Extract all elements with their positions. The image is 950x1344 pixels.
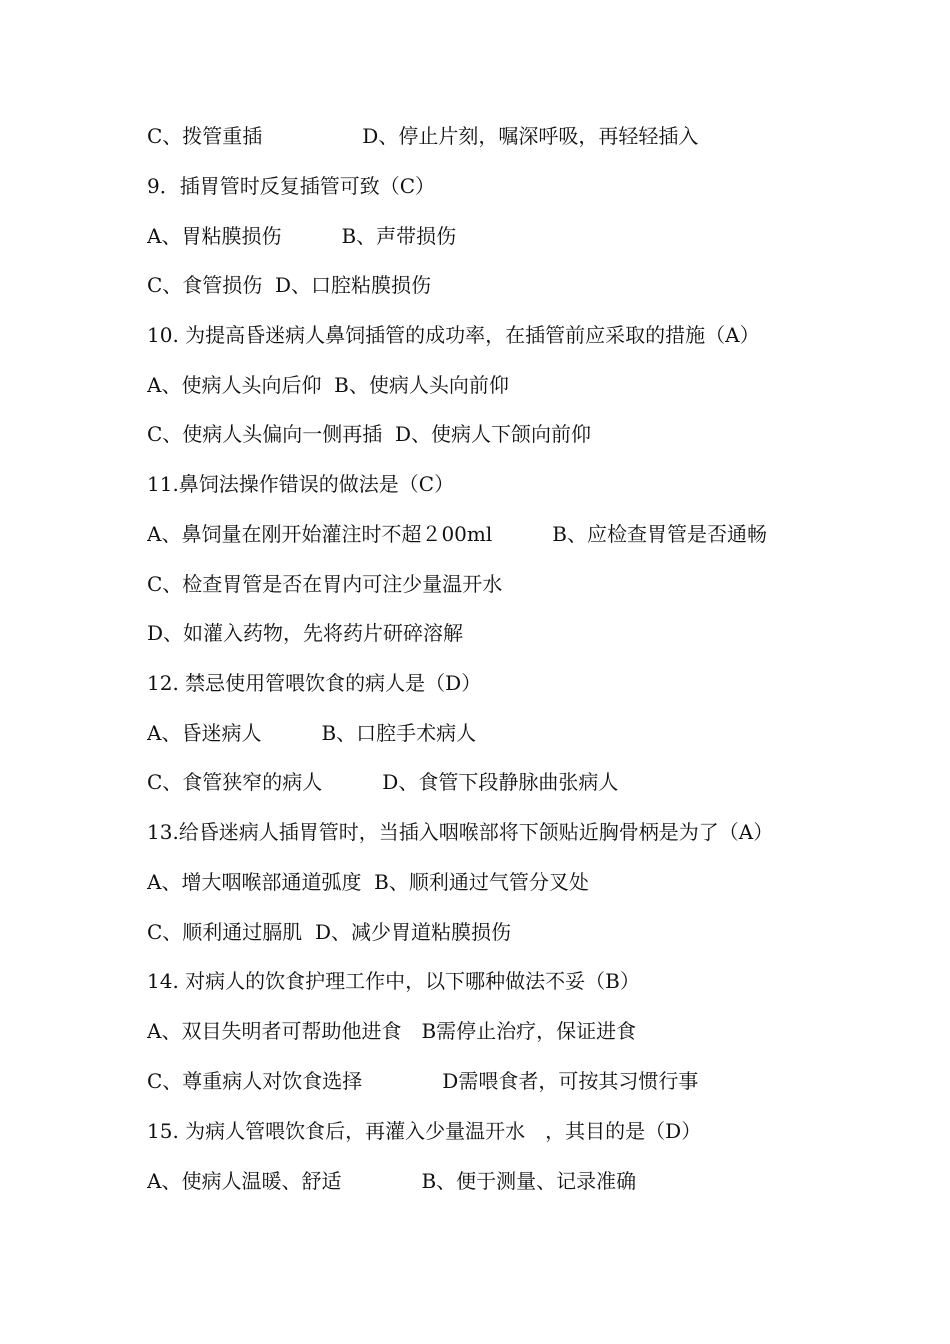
text-line: C、食管狭窄的病人 D、食管下段静脉曲张病人 (147, 770, 619, 794)
text-line: A、胃粘膜损伤 B、声带损伤 (147, 224, 457, 248)
question-11: 11.鼻饲法操作错误的做法是（C） (147, 472, 455, 496)
text-line: D、如灌入药物，先将药片研碎溶解 (147, 621, 464, 645)
text-line: C、检查胃管是否在胃内可注少量温开水 (147, 572, 503, 596)
text-line: C、尊重病人对饮食选择 D需喂食者，可按其习惯行事 (147, 1069, 699, 1093)
question-15: 15. 为病人管喂饮食后，再灌入少量温开水 ，其目的是（D） (147, 1119, 702, 1143)
question-14: 14. 对病人的饮食护理工作中，以下哪种做法不妥（B） (147, 969, 640, 993)
text-line: A、双目失明者可帮助他进食 B需停止治疗，保证进食 (147, 1019, 637, 1043)
question-13: 13.给昏迷病人插胃管时，当插入咽喉部将下颌贴近胸骨柄是为了（A） (147, 820, 774, 844)
text-line: A、增大咽喉部通道弧度 B、顺利通过气管分叉处 (147, 870, 589, 894)
question-12: 12. 禁忌使用管喂饮食的病人是（D） (147, 671, 482, 695)
text-line: A、鼻饲量在刚开始灌注时不超２00ml B、应检查胃管是否通畅 (147, 522, 767, 546)
text-line: A、使病人温暖、舒适 B、便于测量、记录准确 (147, 1169, 637, 1193)
text-line: A、使病人头向后仰 B、使病人头向前仰 (147, 373, 509, 397)
text-line: C、拨管重插 D、停止片刻，嘱深呼吸，再轻轻插入 (147, 124, 699, 148)
text-line: C、食管损伤 D、口腔粘膜损伤 (147, 273, 432, 297)
question-10: 10. 为提高昏迷病人鼻饲插管的成功率，在插管前应采取的措施（A） (147, 323, 760, 347)
text-line: C、顺利通过膈肌 D、减少胃道粘膜损伤 (147, 920, 512, 944)
text-line: C、使病人头偏向一侧再插 D、使病人下颌向前仰 (147, 422, 592, 446)
text-line: A、昏迷病人 B、口腔手术病人 (147, 721, 477, 745)
question-9: 9．插胃管时反复插管可致（C） (147, 174, 436, 198)
